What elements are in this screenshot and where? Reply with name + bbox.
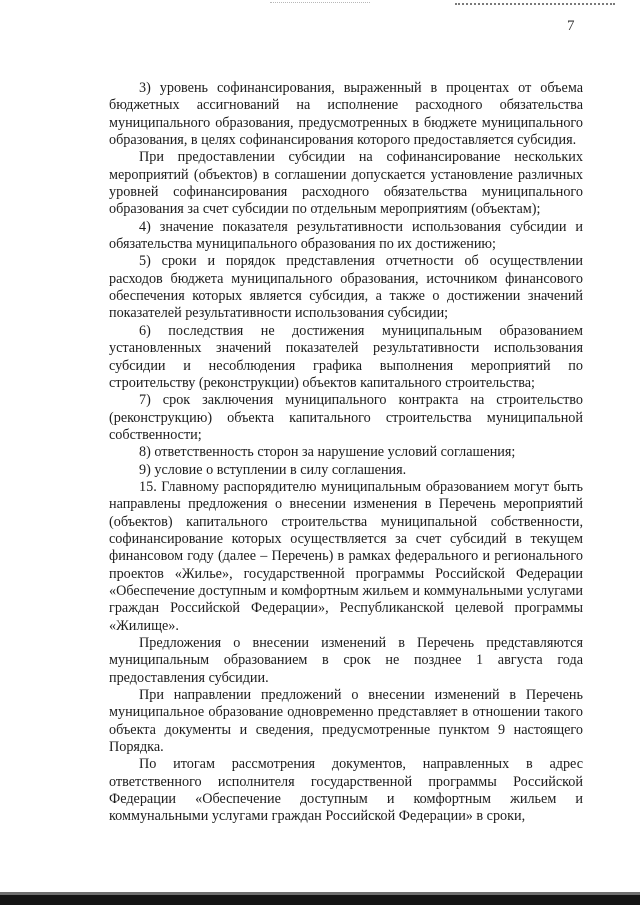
page-number: 7 [567,18,575,34]
paragraph-6-consequences: 6) последствия не достижения муниципальным образованием установленных значений показателей результативности использования субсидии и несоблюдения графика выполнения мероприятий по строительству (реконструкции) объектов капитального строительства; [109,322,583,391]
paragraph-3-cofinancing-level: 3) уровень софинансирования, выраженный в процентах от объема бюджетных ассигнований на исполнение расходного обязательства муниципального образования, предусмотренных в бюджете муниципального образования, в целях софинансирования которого предоставляется субсидия. [109,80,583,149]
paragraph-proposal-deadline: Предложения о внесении изменений в Перечень представляются муниципальным образованием в срок не позднее 1 августа года предоставления субсидии. [109,635,583,686]
scan-bottom-edge [0,895,640,905]
paragraph-9-entry-into-force: 9) условие о вступлении в силу соглашения. [139,461,407,478]
paragraph-4-performance-indicator: 4) значение показателя результативности использования субсидии и обязательства муниципального образования по их достижению; [109,218,583,253]
paragraph-8-liability: 8) ответственность сторон за нарушение условий соглашения; [139,444,516,461]
paragraph-documents: При направлении предложений о внесении изменений в Перечень муниципальное образование одновременно представляет в отношении такого объекта документы и сведения, предусмотренные пунктом 9 настоящего Порядка. [109,687,583,756]
paragraph-7-contract-term: 7) срок заключения муниципального контракта на строительство (реконструкцию) объекта капитального строительства муниципальной собственности; [109,392,583,443]
document-body [109,80,583,826]
paragraph-5-reporting: 5) сроки и порядок представления отчетности об осуществлении расходов бюджета муниципального образования, источником финансового обеспечения которых является субсидия, а также о достижении значений показателей результативности использования субсидии; [109,253,583,322]
paragraph-review-results: По итогам рассмотрения документов, направленных в адрес ответственного исполнителя государственной программы Российской Федерации «Обеспечение доступным и комфортным жильем и коммунальными услугами граждан Российской Федерации» в сроки, [109,756,583,825]
scan-artifact-top-right [455,3,615,7]
paragraph-multiple-objects: При предоставлении субсидии на софинансирование нескольких мероприятий (объектов) в соглашении допускается установление различных уровней софинансирования расходного обязательства муниципального образования за счет субсидии по отдельным мероприятиям (объектам); [109,149,583,218]
paragraph-15-proposals: 15. Главному распорядителю муниципальным образованием могут быть направлены предложения о внесении изменения в Перечень мероприятий (объектов) капитального строительства муниципальной собственности, софинансирование которых осуществляется за счет субсидий в текущем финансовом году (далее – Перечень) в рамках федерального и регионального проектов «Жилье», государственной программы Российской Федерации «Обеспечение доступным и комфортным жильем и коммунальными услугами граждан Российской Федерации», Республиканской целевой программы «Жилище». [109,478,583,634]
scan-artifact-top [270,2,370,4]
